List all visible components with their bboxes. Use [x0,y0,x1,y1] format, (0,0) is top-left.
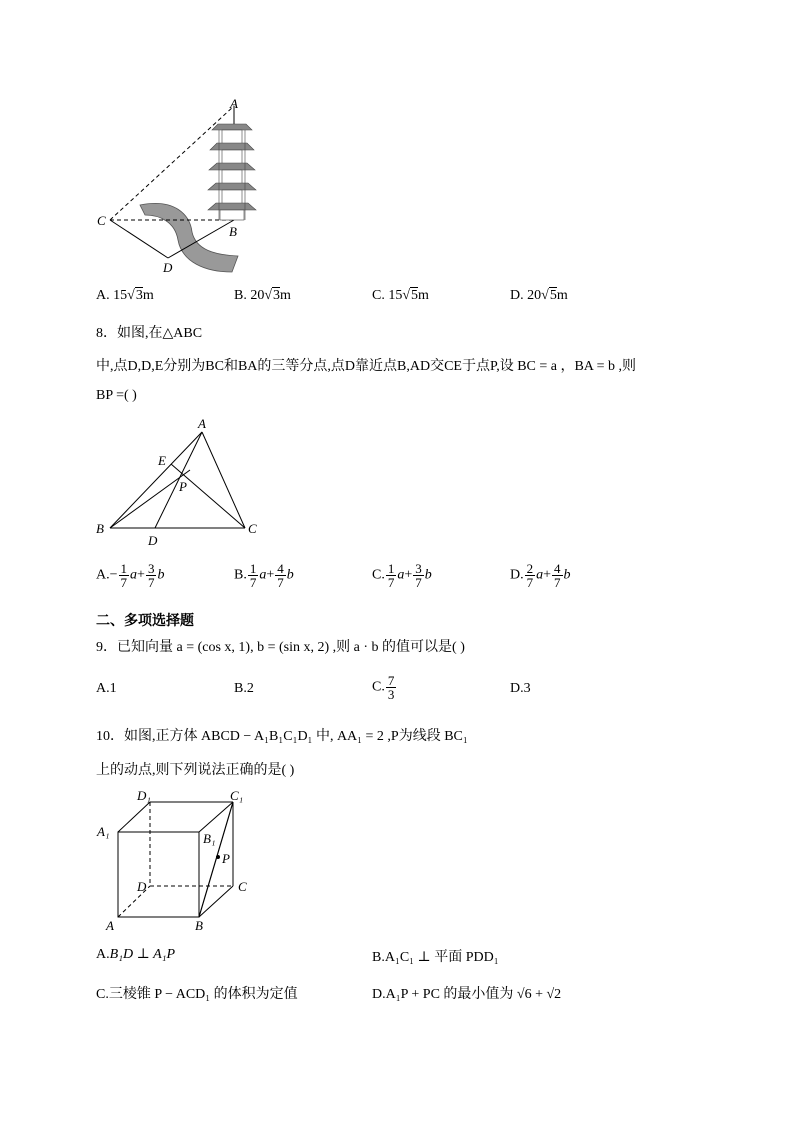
q8-option-b[interactable]: B. $\frac{1}{7}$ a+ $\frac{4}{7}$ b [234,561,294,590]
section-heading: 二、多项选择题 [96,613,194,629]
q7-option-a[interactable]: A. 15√3m [96,288,154,303]
q10-cube-figure [92,785,262,935]
q8-label-D: D [148,533,158,548]
q8-label-A: A [198,416,206,431]
q10-option-c[interactable]: C.三棱锥 P − ACD₁ 的体积为定值 [96,987,298,1002]
fraction: $\frac{1}{7}$ [120,561,128,590]
side-AB [110,432,202,528]
q10-option-b[interactable]: B.A₁C₁ ⊥ 平面 PDD₁ [372,950,499,965]
edge-A1D1 [118,802,150,832]
fraction: $\frac{2}{7}$ [526,561,534,590]
q9-option-b[interactable]: B.2 [234,681,254,696]
sqrt-symbol: √ [402,288,411,303]
q7-option-c[interactable]: C. 15√5m [372,288,429,303]
q10-label-D1: D₁ [137,788,151,803]
q10-option-a[interactable]: A.B₁D ⊥ A₁P [96,947,176,962]
segment-CE [171,464,245,528]
sqrt-symbol: √ [264,288,273,303]
q10-label-D: D [137,879,147,894]
edge-B1C1 [199,802,233,832]
line-AC [110,106,234,220]
q9-option-a[interactable]: A.1 [96,681,117,696]
q10-label-P: P [222,851,230,866]
pagoda-icon [208,124,256,220]
sqrt-symbol: √ [541,288,549,303]
q8-stem-line2: 中,点D,D,E分别为BC和BA的三等分点,点D靠近点B,AD交CE于点P,设 BC = a ，BA = b ,则 [96,359,637,374]
q10-stem-line1: 10．如图,正方体 ABCD − A₁B₁C₁D₁ 中, AA₁ = 2 ,P为线段 BC₁ [96,729,468,744]
q10-stem-line2: 上的动点,则下列说法正确的是( ) [96,763,295,778]
q10-label-B1: B₁ [203,831,216,846]
fraction: $\frac{3}{7}$ [415,561,422,590]
q10-option-d[interactable]: D.A₁P + PC 的最小值为 √6 + √2 [372,987,562,1002]
q8-label-E: E [158,453,166,468]
q8-triangle-figure [90,415,270,550]
q7-option-b[interactable]: B. 20√3m [234,288,291,303]
q7-label-D: D [163,260,173,275]
q8-label-P: P [179,479,187,494]
fraction: $\frac{4}{7}$ [554,561,561,590]
q8-label-B: B [96,521,104,536]
q7-option-d[interactable]: D. 20√5m [510,288,568,303]
cube-front-face [118,832,199,917]
q8-stem-line1: 8．如图,在△ABC [96,326,203,341]
q10-label-B: B [195,918,203,933]
q7-label-C: C [97,213,106,228]
q8-option-d[interactable]: D. $\frac{2}{7}$ a+ $\frac{4}{7}$ b [510,561,571,590]
q7-label-B: B [229,224,237,239]
q8-stem-line3: BP =( ) [96,388,137,403]
q10-label-C1: C₁ [230,788,244,803]
q9-stem: 9．已知向量 a = (cos x, 1), b = (sin x, 2) ,则 a · b 的值可以是( ) [96,640,465,655]
q8-label-C: C [248,521,257,536]
fraction: $\frac{4}{7}$ [277,561,284,590]
q7-label-A: A [230,96,238,111]
fraction: $\frac{3}{7}$ [147,561,155,590]
fraction: $\frac{1}{7}$ [387,561,395,590]
point-P [216,855,220,859]
q10-label-A: A [106,918,114,933]
q9-option-c[interactable]: C. $\frac{7}{3}$ [372,673,395,702]
sqrt-symbol: √ [127,288,135,303]
line-CD [110,220,168,258]
side-AC [202,432,245,528]
fraction: $\frac{7}{3}$ [387,673,395,702]
segment-BE-ext [110,470,190,528]
q10-label-C: C [238,879,247,894]
q8-option-a[interactable]: A.− $\frac{1}{7}$ a+ $\frac{3}{7}$ b [96,561,165,590]
q9-option-d[interactable]: D.3 [510,681,531,696]
fraction: $\frac{1}{7}$ [249,561,257,590]
q8-option-c[interactable]: C. $\frac{1}{7}$ a+ $\frac{3}{7}$ b [372,561,432,590]
q10-label-A1: A₁ [97,824,110,839]
q7-figure [90,92,260,282]
